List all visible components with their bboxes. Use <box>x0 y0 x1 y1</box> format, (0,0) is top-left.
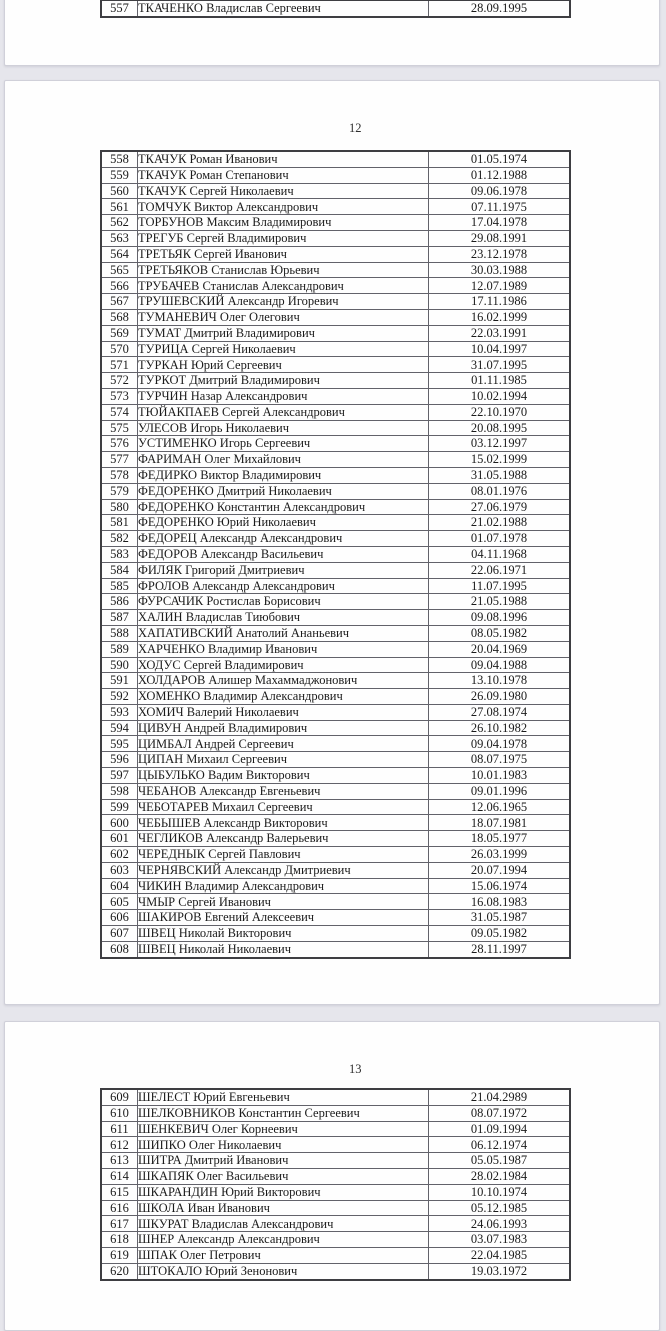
person-name: ТУРКАН Юрий Сергеевич <box>138 357 429 373</box>
row-number: 591 <box>101 673 138 689</box>
table-row <box>101 262 570 278</box>
person-name: ШНЕР Александр Александрович <box>138 1232 429 1248</box>
person-name: ТКАЧУК Роман Степанович <box>138 167 429 183</box>
birth-date: 10.10.1974 <box>429 1184 571 1200</box>
table-row <box>101 862 570 878</box>
table-row <box>101 594 570 610</box>
birth-date: 22.03.1991 <box>429 325 571 341</box>
birth-date: 09.06.1978 <box>429 183 571 199</box>
row-number: 606 <box>101 910 138 926</box>
table-row <box>101 704 570 720</box>
row-number: 574 <box>101 404 138 420</box>
birth-date: 31.07.1995 <box>429 357 571 373</box>
person-name: ЧИКИН Владимир Александрович <box>138 878 429 894</box>
row-number: 559 <box>101 167 138 183</box>
birth-date: 19.03.1972 <box>429 1263 571 1279</box>
birth-date: 11.07.1995 <box>429 578 571 594</box>
birth-date: 15.02.1999 <box>429 452 571 468</box>
birth-date: 13.10.1978 <box>429 673 571 689</box>
row-number: 564 <box>101 246 138 262</box>
row-number: 593 <box>101 704 138 720</box>
table-row <box>101 657 570 673</box>
person-name: ФЕДОРЕНКО Юрий Николаевич <box>138 515 429 531</box>
row-number: 563 <box>101 230 138 246</box>
table-row <box>101 783 570 799</box>
table-row <box>101 546 570 562</box>
person-name: ШТОКАЛО Юрий Зенонович <box>138 1263 429 1279</box>
table-row <box>101 736 570 752</box>
table-row <box>101 388 570 404</box>
person-name: ШКУРАТ Владислав Александрович <box>138 1216 429 1232</box>
person-name: ЦЫБУЛЬКО Вадим Викторович <box>138 768 429 784</box>
table-row <box>101 1121 570 1137</box>
person-name: ХАПАТИВСКИЙ Анатолий Ананьевич <box>138 625 429 641</box>
birth-date: 22.04.1985 <box>429 1247 571 1263</box>
birth-date: 12.07.1989 <box>429 278 571 294</box>
birth-date: 27.06.1979 <box>429 499 571 515</box>
table-row <box>101 720 570 736</box>
person-name: ШКАРАНДИН Юрий Викторович <box>138 1184 429 1200</box>
table-row <box>101 894 570 910</box>
birth-date: 09.05.1982 <box>429 926 571 942</box>
row-number: 595 <box>101 736 138 752</box>
person-name: ТОМЧУК Виктор Александрович <box>138 199 429 215</box>
row-number: 585 <box>101 578 138 594</box>
table-row <box>101 278 570 294</box>
table-row <box>101 404 570 420</box>
row-number: 605 <box>101 894 138 910</box>
row-number: 607 <box>101 926 138 942</box>
row-number: 561 <box>101 199 138 215</box>
table-row <box>101 483 570 499</box>
table-row <box>101 309 570 325</box>
birth-date: 31.05.1988 <box>429 467 571 483</box>
birth-date: 03.07.1983 <box>429 1232 571 1248</box>
birth-date: 08.07.1972 <box>429 1105 571 1121</box>
birth-date: 04.11.1968 <box>429 546 571 562</box>
table-row <box>101 420 570 436</box>
page-number: 13 <box>349 1062 362 1076</box>
table-row <box>101 215 570 231</box>
table-row <box>101 910 570 926</box>
birth-date: 06.12.1974 <box>429 1137 571 1153</box>
person-name: ШЕЛКОВНИКОВ Константин Сергеевич <box>138 1105 429 1121</box>
person-name: ТУМАНЕВИЧ Олег Олегович <box>138 309 429 325</box>
person-name: ТУМАТ Дмитрий Владимирович <box>138 325 429 341</box>
birth-date: 01.12.1988 <box>429 167 571 183</box>
row-number: 615 <box>101 1184 138 1200</box>
row-number: 610 <box>101 1105 138 1121</box>
row-number: 573 <box>101 388 138 404</box>
row-number: 587 <box>101 610 138 626</box>
row-number: 611 <box>101 1121 138 1137</box>
row-number: 590 <box>101 657 138 673</box>
birth-date: 28.09.1995 <box>429 0 571 17</box>
table-row <box>101 815 570 831</box>
row-number: 609 <box>101 1089 138 1105</box>
row-number: 597 <box>101 768 138 784</box>
row-number: 568 <box>101 309 138 325</box>
birth-date: 09.01.1996 <box>429 783 571 799</box>
row-number: 598 <box>101 783 138 799</box>
person-name: ФАРИМАН Олег Михайлович <box>138 452 429 468</box>
roster-table <box>100 1088 571 1281</box>
person-name: ХОМИЧ Валерий Николаевич <box>138 704 429 720</box>
person-name: ХАЛИН Владислав Тиюбович <box>138 610 429 626</box>
person-name: ХОДУС Сергей Владимирович <box>138 657 429 673</box>
row-number: 594 <box>101 720 138 736</box>
birth-date: 10.02.1994 <box>429 388 571 404</box>
row-number: 603 <box>101 862 138 878</box>
table-row <box>101 531 570 547</box>
birth-date: 20.07.1994 <box>429 862 571 878</box>
row-number: 592 <box>101 689 138 705</box>
person-name: ХОЛДАРОВ Алишер Махаммаджонович <box>138 673 429 689</box>
row-number: 557 <box>101 0 138 17</box>
person-name: ТКАЧУК Роман Иванович <box>138 151 429 167</box>
birth-date: 27.08.1974 <box>429 704 571 720</box>
row-number: 562 <box>101 215 138 231</box>
birth-date: 22.10.1970 <box>429 404 571 420</box>
birth-date: 10.04.1997 <box>429 341 571 357</box>
birth-date: 09.08.1996 <box>429 610 571 626</box>
row-number: 583 <box>101 546 138 562</box>
birth-date: 07.11.1975 <box>429 199 571 215</box>
table-row <box>101 515 570 531</box>
table-row <box>101 183 570 199</box>
birth-date: 18.07.1981 <box>429 815 571 831</box>
person-name: ЧЕБОТАРЕВ Михаил Сергеевич <box>138 799 429 815</box>
row-number: 616 <box>101 1200 138 1216</box>
person-name: ЦИМБАЛ Андрей Сергеевич <box>138 736 429 752</box>
person-name: ШИПКО Олег Николаевич <box>138 1137 429 1153</box>
table-row <box>101 578 570 594</box>
birth-date: 01.09.1994 <box>429 1121 571 1137</box>
person-name: ХАРЧЕНКО Владимир Иванович <box>138 641 429 657</box>
table-row <box>101 467 570 483</box>
table-row <box>101 1168 570 1184</box>
person-name: ТРЕТЬЯК Сергей Иванович <box>138 246 429 262</box>
table-row <box>101 294 570 310</box>
row-number: 577 <box>101 452 138 468</box>
row-number: 586 <box>101 594 138 610</box>
person-name: ЦИВУН Андрей Владимирович <box>138 720 429 736</box>
person-name: ТРУБАЧЕВ Станислав Александрович <box>138 278 429 294</box>
person-name: ШВЕЦ Николай Викторович <box>138 926 429 942</box>
row-number: 566 <box>101 278 138 294</box>
person-name: ЧЕРЕДНЫК Сергей Павлович <box>138 847 429 863</box>
person-name: ТРУШЕВСКИЙ Александр Игоревич <box>138 294 429 310</box>
row-number: 601 <box>101 831 138 847</box>
table-row <box>101 1105 570 1121</box>
person-name: УЛЕСОВ Игорь Николаевич <box>138 420 429 436</box>
page-previous-partial <box>4 0 660 66</box>
person-name: ТУРКОТ Дмитрий Владимирович <box>138 373 429 389</box>
person-name: ТКАЧУК Сергей Николаевич <box>138 183 429 199</box>
birth-date: 17.04.1978 <box>429 215 571 231</box>
row-number: 576 <box>101 436 138 452</box>
table-row <box>101 499 570 515</box>
table-row <box>101 1153 570 1169</box>
table-row <box>101 1263 570 1279</box>
birth-date: 29.08.1991 <box>429 230 571 246</box>
birth-date: 09.04.1988 <box>429 657 571 673</box>
row-number: 575 <box>101 420 138 436</box>
person-name: ШКОЛА Иван Иванович <box>138 1200 429 1216</box>
table-row <box>101 1216 570 1232</box>
person-name: ШВЕЦ Николай Николаевич <box>138 941 429 957</box>
birth-date: 08.05.1982 <box>429 625 571 641</box>
row-number: 571 <box>101 357 138 373</box>
table-row <box>101 199 570 215</box>
birth-date: 26.03.1999 <box>429 847 571 863</box>
row-number: 604 <box>101 878 138 894</box>
table-row <box>101 373 570 389</box>
person-name: ЧЕРНЯВСКИЙ Александр Дмитриевич <box>138 862 429 878</box>
birth-date: 15.06.1974 <box>429 878 571 894</box>
page-12 <box>4 80 660 1005</box>
birth-date: 26.09.1980 <box>429 689 571 705</box>
page-number: 12 <box>349 121 362 135</box>
row-number: 614 <box>101 1168 138 1184</box>
birth-date: 24.06.1993 <box>429 1216 571 1232</box>
birth-date: 16.02.1999 <box>429 309 571 325</box>
birth-date: 28.02.1984 <box>429 1168 571 1184</box>
birth-date: 16.08.1983 <box>429 894 571 910</box>
person-name: ХОМЕНКО Владимир Александрович <box>138 689 429 705</box>
birth-date: 01.07.1978 <box>429 531 571 547</box>
row-number: 569 <box>101 325 138 341</box>
person-name: ТОРБУНОВ Максим Владимирович <box>138 215 429 231</box>
table-row <box>101 941 570 957</box>
birth-date: 20.08.1995 <box>429 420 571 436</box>
birth-date: 26.10.1982 <box>429 720 571 736</box>
table-row <box>101 673 570 689</box>
table-row <box>101 151 570 167</box>
row-number: 617 <box>101 1216 138 1232</box>
row-number: 608 <box>101 941 138 957</box>
person-name: ФЕДОРОВ Александр Васильевич <box>138 546 429 562</box>
table-row <box>101 1137 570 1153</box>
table-row <box>101 1184 570 1200</box>
birth-date: 05.05.1987 <box>429 1153 571 1169</box>
birth-date: 22.06.1971 <box>429 562 571 578</box>
row-number: 580 <box>101 499 138 515</box>
person-name: ФЕДОРЕНКО Константин Александрович <box>138 499 429 515</box>
person-name: ТРЕТЬЯКОВ Станислав Юрьевич <box>138 262 429 278</box>
birth-date: 21.04.2989 <box>429 1089 571 1105</box>
birth-date: 12.06.1965 <box>429 799 571 815</box>
person-name: ФЕДИРКО Виктор Владимирович <box>138 467 429 483</box>
person-name: ТУРЧИН Назар Александрович <box>138 388 429 404</box>
table-row <box>101 0 570 17</box>
person-name: ТЮЙАКПАЕВ Сергей Александрович <box>138 404 429 420</box>
table-row <box>101 1089 570 1105</box>
row-number: 602 <box>101 847 138 863</box>
birth-date: 21.05.1988 <box>429 594 571 610</box>
birth-date: 23.12.1978 <box>429 246 571 262</box>
person-name: ШЕНКЕВИЧ Олег Корнеевич <box>138 1121 429 1137</box>
birth-date: 30.03.1988 <box>429 262 571 278</box>
birth-date: 08.01.1976 <box>429 483 571 499</box>
person-name: ЧЕБАНОВ Александр Евгеньевич <box>138 783 429 799</box>
table-row <box>101 878 570 894</box>
row-number: 599 <box>101 799 138 815</box>
table-row <box>101 436 570 452</box>
table-row <box>101 768 570 784</box>
table-row <box>101 230 570 246</box>
row-number: 581 <box>101 515 138 531</box>
birth-date: 10.01.1983 <box>429 768 571 784</box>
birth-date: 08.07.1975 <box>429 752 571 768</box>
row-number: 570 <box>101 341 138 357</box>
row-number: 612 <box>101 1137 138 1153</box>
table-row <box>101 167 570 183</box>
person-name: ЧЕБЫШЕВ Александр Викторович <box>138 815 429 831</box>
birth-date: 03.12.1997 <box>429 436 571 452</box>
table-row <box>101 357 570 373</box>
person-name: ЧМЫР Сергей Иванович <box>138 894 429 910</box>
person-name: ШИТРА Дмитрий Иванович <box>138 1153 429 1169</box>
row-number: 558 <box>101 151 138 167</box>
row-number: 560 <box>101 183 138 199</box>
row-number: 619 <box>101 1247 138 1263</box>
person-name: ШЕЛЕСТ Юрий Евгеньевич <box>138 1089 429 1105</box>
roster-table <box>100 0 571 18</box>
person-name: УСТИМЕНКО Игорь Сергеевич <box>138 436 429 452</box>
birth-date: 28.11.1997 <box>429 941 571 957</box>
table-row <box>101 325 570 341</box>
table-row <box>101 562 570 578</box>
person-name: ТКАЧЕНКО Владислав Сергеевич <box>138 0 429 17</box>
person-name: ШПАК Олег Петрович <box>138 1247 429 1263</box>
person-name: ЧЕГЛИКОВ Александр Валерьевич <box>138 831 429 847</box>
table-row <box>101 341 570 357</box>
birth-date: 05.12.1985 <box>429 1200 571 1216</box>
table-row <box>101 752 570 768</box>
birth-date: 31.05.1987 <box>429 910 571 926</box>
person-name: ТУРИЦА Сергей Николаевич <box>138 341 429 357</box>
row-number: 600 <box>101 815 138 831</box>
table-row <box>101 610 570 626</box>
page-13-partial <box>4 1021 660 1331</box>
row-number: 572 <box>101 373 138 389</box>
birth-date: 01.11.1985 <box>429 373 571 389</box>
row-number: 565 <box>101 262 138 278</box>
row-number: 620 <box>101 1263 138 1279</box>
person-name: ФРОЛОВ Александр Александрович <box>138 578 429 594</box>
table-row <box>101 1232 570 1248</box>
table-row <box>101 689 570 705</box>
person-name: ФЕДОРЕЦ Александр Александрович <box>138 531 429 547</box>
person-name: ЦИПАН Михаил Сергеевич <box>138 752 429 768</box>
table-row <box>101 847 570 863</box>
birth-date: 17.11.1986 <box>429 294 571 310</box>
table-row <box>101 799 570 815</box>
row-number: 582 <box>101 531 138 547</box>
person-name: ШАКИРОВ Евгений Алексеевич <box>138 910 429 926</box>
table-row <box>101 625 570 641</box>
table-row <box>101 1247 570 1263</box>
person-name: ШКАПЯК Олег Васильевич <box>138 1168 429 1184</box>
table-row <box>101 452 570 468</box>
person-name: ФИЛЯК Григорий Дмитриевич <box>138 562 429 578</box>
person-name: ФЕДОРЕНКО Дмитрий Николаевич <box>138 483 429 499</box>
row-number: 589 <box>101 641 138 657</box>
row-number: 579 <box>101 483 138 499</box>
row-number: 588 <box>101 625 138 641</box>
row-number: 613 <box>101 1153 138 1169</box>
table-row <box>101 246 570 262</box>
birth-date: 21.02.1988 <box>429 515 571 531</box>
table-row <box>101 1200 570 1216</box>
table-row <box>101 641 570 657</box>
row-number: 596 <box>101 752 138 768</box>
row-number: 567 <box>101 294 138 310</box>
row-number: 584 <box>101 562 138 578</box>
table-row <box>101 926 570 942</box>
birth-date: 01.05.1974 <box>429 151 571 167</box>
row-number: 578 <box>101 467 138 483</box>
row-number: 618 <box>101 1232 138 1248</box>
roster-table <box>100 150 571 959</box>
birth-date: 20.04.1969 <box>429 641 571 657</box>
birth-date: 09.04.1978 <box>429 736 571 752</box>
table-row <box>101 831 570 847</box>
person-name: ТРЕГУБ Сергей Владимирович <box>138 230 429 246</box>
person-name: ФУРСАЧИК Ростислав Борисович <box>138 594 429 610</box>
birth-date: 18.05.1977 <box>429 831 571 847</box>
